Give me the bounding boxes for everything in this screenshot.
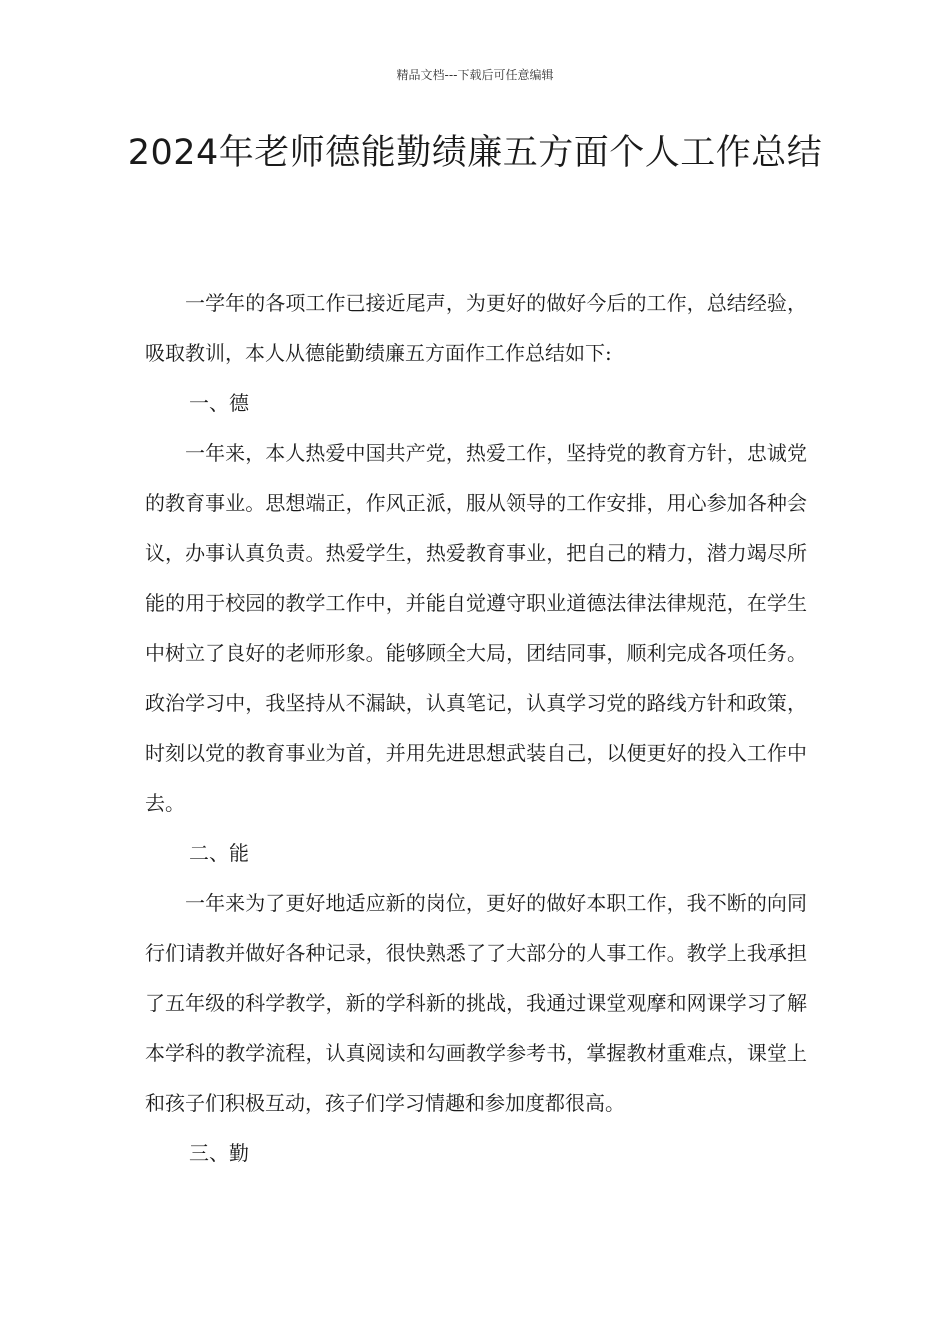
section-heading-de: 一、德 — [189, 391, 249, 415]
document-title: 2024年老师德能勤绩廉五方面个人工作总结 — [127, 133, 823, 173]
section-heading-qin: 三、勤 — [189, 1141, 249, 1165]
section-heading-neng: 二、能 — [189, 841, 249, 865]
section-text-neng: 一年来为了更好地适应新的岗位，更好的做好本职工作，我不断的向同行们请教并做好各种记录，很快熟悉了了大部分的人事工作。教学上我承担了五年级的科学教学，新的学科新的挑战，我通过课堂观摩和网课学习了解本学科的教学流程，认真阅读和勾画教学参考书，掌握教材重难点，课堂上和孩子们积极互动，孩子们学习情趣和参加度都很高。 — [145, 891, 807, 1115]
intro-paragraph: 一学年的各项工作已接近尾声，为更好的做好今后的工作，总结经验，吸取教训，本人从德能勤绩廉五方面作工作总结如下: — [145, 291, 807, 365]
section-text-de: 一年来，本人热爱中国共产党，热爱工作，坚持党的教育方针，忠诚党的教育事业。思想端正，作风正派，服从领导的工作安排，用心参加各种会议，办事认真负责。热爱学生，热爱教育事业，把自己的精力，潜力竭尽所能的用于校园的教学工作中，并能自觉遵守职业道德法律法律规范，在学生中树立了良好的老师形象。能够顾全大局，团结同事，顺利完成各项任务。政治学习中，我坚持从不漏缺，认真笔记，认真学习党的路线方针和政策，时刻以党的教育事业为首，并用先进思想武装自己，以便更好的投入工作中去。 — [145, 441, 807, 815]
document-body — [145, 278, 807, 1178]
page-header-note: 精品文档---下载后可任意编辑 — [396, 68, 554, 82]
